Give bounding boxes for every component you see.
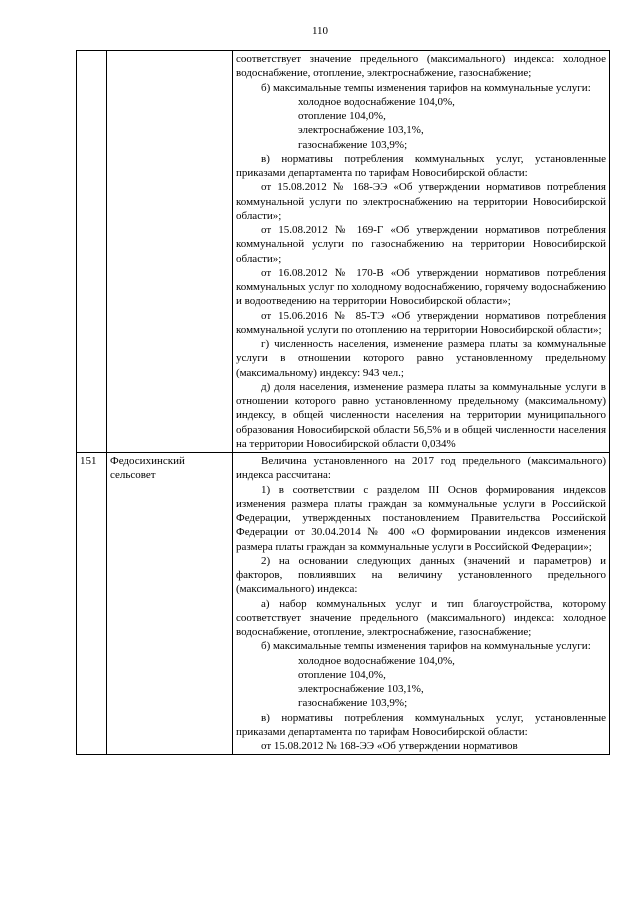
paragraph: 2) на основании следующих данных (значений и параметров) и факторов, повлиявших на величину установленного предельного (максимального) индекса: [236,554,606,596]
paragraph: б) максимальные темпы изменения тарифов на коммунальные услуги: [261,81,591,94]
paragraph: д) доля населения, изменение размера платы за коммунальные услуги в отношении которого равно установленному предельному (максимальному) индексу, в общей численности населения на территории муниципального образования Новосибирской области 56,5% и в общей численности населения на территории Новосибирской области 0,034% [236,380,606,450]
description-cell [233,51,610,453]
paragraph: в) нормативы потребления коммунальных услуг, установленные приказами департамента по тарифам Новосибирской области: [236,711,606,738]
paragraph: от 15.08.2012 № 168-ЭЭ «Об утверждении нормативов потребления коммунальной услуги по электроснабжению на территории Новосибирской области»; [236,181,606,222]
paragraph: в) нормативы потребления коммунальных услуг, установленные приказами департамента по тарифам Новосибирской области: [236,152,606,179]
row-number-cell [77,51,107,453]
table-row [77,51,610,453]
paragraph: Величина установленного на 2017 год предельного (максимального) индекса рассчитана: [236,455,606,482]
municipality-name-cell [107,51,233,453]
paragraph: отопление 104,0%, [298,110,386,122]
paragraph: электроснабжение 103,1%, [298,124,424,137]
paragraph: б) максимальные темпы изменения тарифов на коммунальные услуги: [261,640,591,653]
paragraph: 1) в соответствии с разделом III Основ формирования индексов изменения размера платы граждан за коммунальные услуги в Российской Федерации, утвержденных постановлением Правительства Российской Федерации от 30.04.2014 № 400 «О формировании индексов изменения размера платы граждан за коммунальные услуги в Российской Федерации»; [236,483,606,553]
description-cell [233,453,610,755]
municipality-name-cell: Федосихинский сельсовет [107,453,233,755]
paragraph: холодное водоснабжение 104,0%, [298,654,455,667]
paragraph: электроснабжение 103,1%, [298,683,424,695]
table-row [77,453,610,755]
paragraph: отопление 104,0%, [298,668,386,681]
page-number: 110 [311,25,329,37]
paragraph: а) набор коммунальных услуг и тип благоустройства, которому соответствует значение предельного (максимального) индекса: холодное водоснабжение, отопление, электроснабжение, газоснабжение; [236,597,606,638]
paragraph: холодное водоснабжение 104,0%, [298,95,455,108]
paragraph: от 16.08.2012 № 170-В «Об утверждении нормативов потребления коммунальных услуг по холодному водоснабжению, горячему водоснабжению и водоотведению на территории Новосибирской области»; [236,266,606,308]
paragraph: от 15.08.2012 № 168-ЭЭ «Об утверждении нормативов [261,740,518,752]
paragraph: от 15.08.2012 № 169-Г «Об утверждении нормативов потребления коммунальной услуги по газоснабжению на территории Новосибирской области»; [236,224,606,265]
paragraph: г) численность населения, изменение размера платы за коммунальные услуги в отношении которого равно установленному предельному (максимальному) индексу: 943 чел.; [236,338,606,379]
paragraph: от 15.06.2016 № 85-ТЭ «Об утверждении нормативов потребления коммунальной услуги по отоплению на территории Новосибирской области»; [236,309,606,336]
paragraph: газоснабжение 103,9%; [298,697,408,710]
document-table [76,50,610,755]
row-number-cell: 151 [77,453,107,755]
paragraph: газоснабжение 103,9%; [298,138,408,151]
paragraph: соответствует значение предельного (максимального) индекса: холодное водоснабжение, отопление, электроснабжение, газоснабжение; [236,53,606,80]
